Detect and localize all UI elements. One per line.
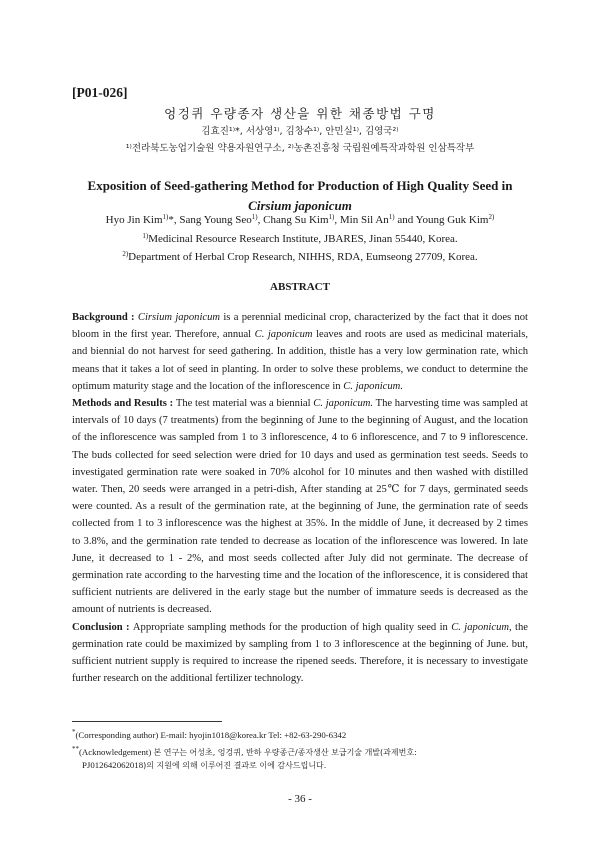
affiliation-2-sup: 2) [122, 250, 129, 258]
title-line-2: Cirsium japonicum [248, 198, 352, 213]
methods-paragraph [72, 395, 528, 619]
footnote-mark: * [72, 728, 76, 736]
methods-text: The harvesting time was sampled at intervals of 10 days (7 treatments) from the beginning of June to the beginning of August, and the location of the inflorescence was sampled from 1 to 3 inflorescence, 4 to 6 inflorescence, and 7 to 9 inflorescence. The buds collected for seed selection were dried for 10 days and used as germination test seeds. Seeds to investigated germination rate were soaked in 70% alcohol for 10 minutes and then washed with distilled water. Then, 20 seeds were arranged in a petri-dish, After standing at 25℃ for 7 days, germinated seeds were counted. As a result of the germination rate, at the beginning of June, the germination rate of seeds collected from 1 to 3 inflorescence was the highest at 35%. In the middle of June, it decreased by 2 times to 3.8%, and the germination rate tended to decrease as location of the inflorescence was lowered. In late June, it decreased to 1 - 2%, and most seeds collected after July did not germinate. The decrease of germination rate according to the harvesting time and the location of the inflorescence, it is considered that sufficient nutrients are delivered in the early stage but the number of immature seeds is decreased as the amount of nutrients is decreased. [72, 398, 528, 616]
author-5: Young Guk Kim [415, 214, 489, 226]
affiliation-2 [0, 250, 600, 263]
korean-title: 엉겅퀴 우량종자 생산을 위한 채종방법 구명 [164, 106, 436, 121]
background-label: Background : [72, 312, 138, 323]
methods-text: The test material was a biennial [175, 398, 314, 410]
abstract-body [72, 309, 528, 687]
species-name: C. japonicum. [313, 398, 374, 410]
english-authors [0, 213, 600, 226]
author-1-sup: 1) [162, 213, 169, 221]
korean-affiliations: ¹⁾전라북도농업기술원 약용자원연구소, ²⁾농촌진흥청 국립원예특작과학원 인삼특작부 [125, 143, 475, 154]
author-sep: , [334, 214, 340, 226]
title-line-1: Exposition of Seed-gathering Method for Production of High Quality Seed in [87, 178, 513, 193]
author-2: Sang Young Seo [179, 214, 252, 226]
english-title [0, 176, 600, 216]
author-4-sup: 1) [388, 213, 395, 221]
background-paragraph [72, 309, 528, 395]
species-name: Cirsium japonicum [137, 312, 221, 323]
species-name: C. japonicum. [343, 380, 403, 392]
corresponding-author-text: (Corresponding author) E-mail: hyojin1018@korea.kr Tel: +82-63-290-6342 [75, 730, 347, 740]
project-number: PJ012642062018 [82, 760, 144, 771]
footnote-divider [72, 721, 222, 722]
conclusion-paragraph [72, 619, 528, 688]
footnotes [72, 726, 528, 773]
methods-label: Methods and Results : [72, 398, 176, 410]
affiliation-1-text: Medicinal Resource Research Institute, JBARES, Jinan 55440, Korea. [148, 233, 458, 245]
footnote-mark: ** [72, 744, 79, 753]
poster-code: [P01-026] [72, 85, 128, 100]
conclusion-text: , the germination rate could be maximized by sampling from 1 to 3 inflorescence at the beginning of June. but, sufficient nutrient supply is required to increase the ripened seeds. Therefore, it is necessary to investigate further research on the additional fertilizer technology. [72, 621, 528, 685]
author-1-mark: *, [168, 214, 180, 226]
author-5-sup: 2) [488, 213, 495, 221]
author-and: and [394, 214, 416, 226]
acknowledgement-text: 본 연구는 어성초, 엉겅퀴, 반하 우량종근/종자생산 보급기술 개발(과제번호: [153, 747, 417, 757]
page-number: - 36 - [288, 793, 312, 805]
affiliation-1 [0, 232, 600, 245]
acknowledgement-label: (Acknowledgement) [79, 746, 154, 757]
acknowledgement-note [72, 743, 528, 760]
background-text: is a perennial medicinal crop, characterized by the fact that it does not bloom in the first year. Therefore, annual [72, 312, 528, 341]
conclusion-text: Appropriate sampling methods for the production of high quality seed in [132, 621, 452, 633]
abstract-heading: ABSTRACT [270, 281, 330, 293]
acknowledgement-note-continued [72, 759, 528, 773]
author-4: Min Sil An [339, 214, 389, 226]
species-name: C. japonicum [254, 329, 313, 341]
author-sep: , [257, 214, 264, 226]
acknowledgement-text: )의 지원에 의해 이루어진 결과로 이에 감사드립니다. [143, 761, 327, 771]
species-name: C. japonicum [451, 621, 510, 633]
author-1: Hyo Jin Kim [105, 214, 163, 226]
corresponding-author-note [72, 726, 528, 743]
background-text: leaves and roots are used as medicinal materials, and biennial do not harvest for seed gathering. In addition, thistle has a very low germination rate, which means that it takes a lot of seed in planting. In order to solve these problems, we conduct to determine the optimum maturity stage and the location of the inflorescence in [72, 329, 529, 392]
korean-authors: 김효진¹⁾*, 서상영¹⁾, 김창수¹⁾, 안민실¹⁾, 김영국²⁾ [201, 126, 399, 137]
conclusion-label: Conclusion : [72, 621, 133, 633]
author-3-sup: 1) [328, 213, 335, 221]
author-3: Chang Su Kim [263, 214, 329, 226]
affiliation-2-text: Department of Herbal Crop Research, NIHHS, RDA, Eumseong 27709, Korea. [128, 251, 478, 263]
author-2-sup: 1) [251, 213, 258, 221]
affiliation-1-sup: 1) [142, 232, 149, 240]
